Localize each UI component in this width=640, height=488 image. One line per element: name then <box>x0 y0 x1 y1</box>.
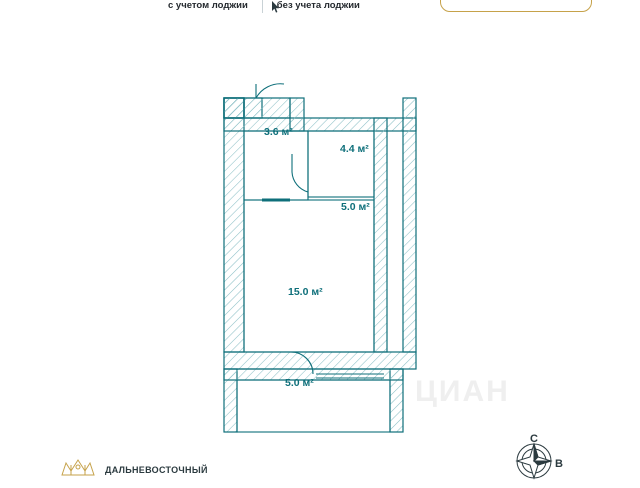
room-area-kitchen: 5.0 м² <box>341 201 370 213</box>
cursor-icon <box>272 1 279 13</box>
toggle-option-with-loggia[interactable]: с учетом лоджии <box>168 0 248 11</box>
compass-east-label: В <box>555 458 563 470</box>
brand-watermark <box>58 455 208 486</box>
room-area-hall: 4.4 м² <box>340 143 369 155</box>
room-area-living: 15.0 м² <box>288 286 323 298</box>
floor-plan-svg <box>0 22 640 452</box>
loggia-toggle-group[interactable] <box>168 0 360 13</box>
toggle-option-without-loggia[interactable]: без учета лоджии <box>276 0 360 11</box>
compass-icon <box>508 433 568 483</box>
cian-watermark: ЦИАН <box>415 375 510 408</box>
compass-north-label: С <box>530 433 538 445</box>
brand-name-label: ДАЛЬНЕВОСТОЧНЫЙ <box>105 465 208 475</box>
room-area-bathroom: 3.6 м² <box>264 126 293 138</box>
floor-plan <box>0 22 640 452</box>
toggle-divider <box>262 0 263 13</box>
room-area-loggia: 5.0 м² <box>285 377 314 389</box>
crown-logo-icon <box>58 455 98 486</box>
gold-pill-badge <box>440 0 592 12</box>
plan-walls <box>224 98 416 432</box>
toolbar <box>0 0 640 22</box>
